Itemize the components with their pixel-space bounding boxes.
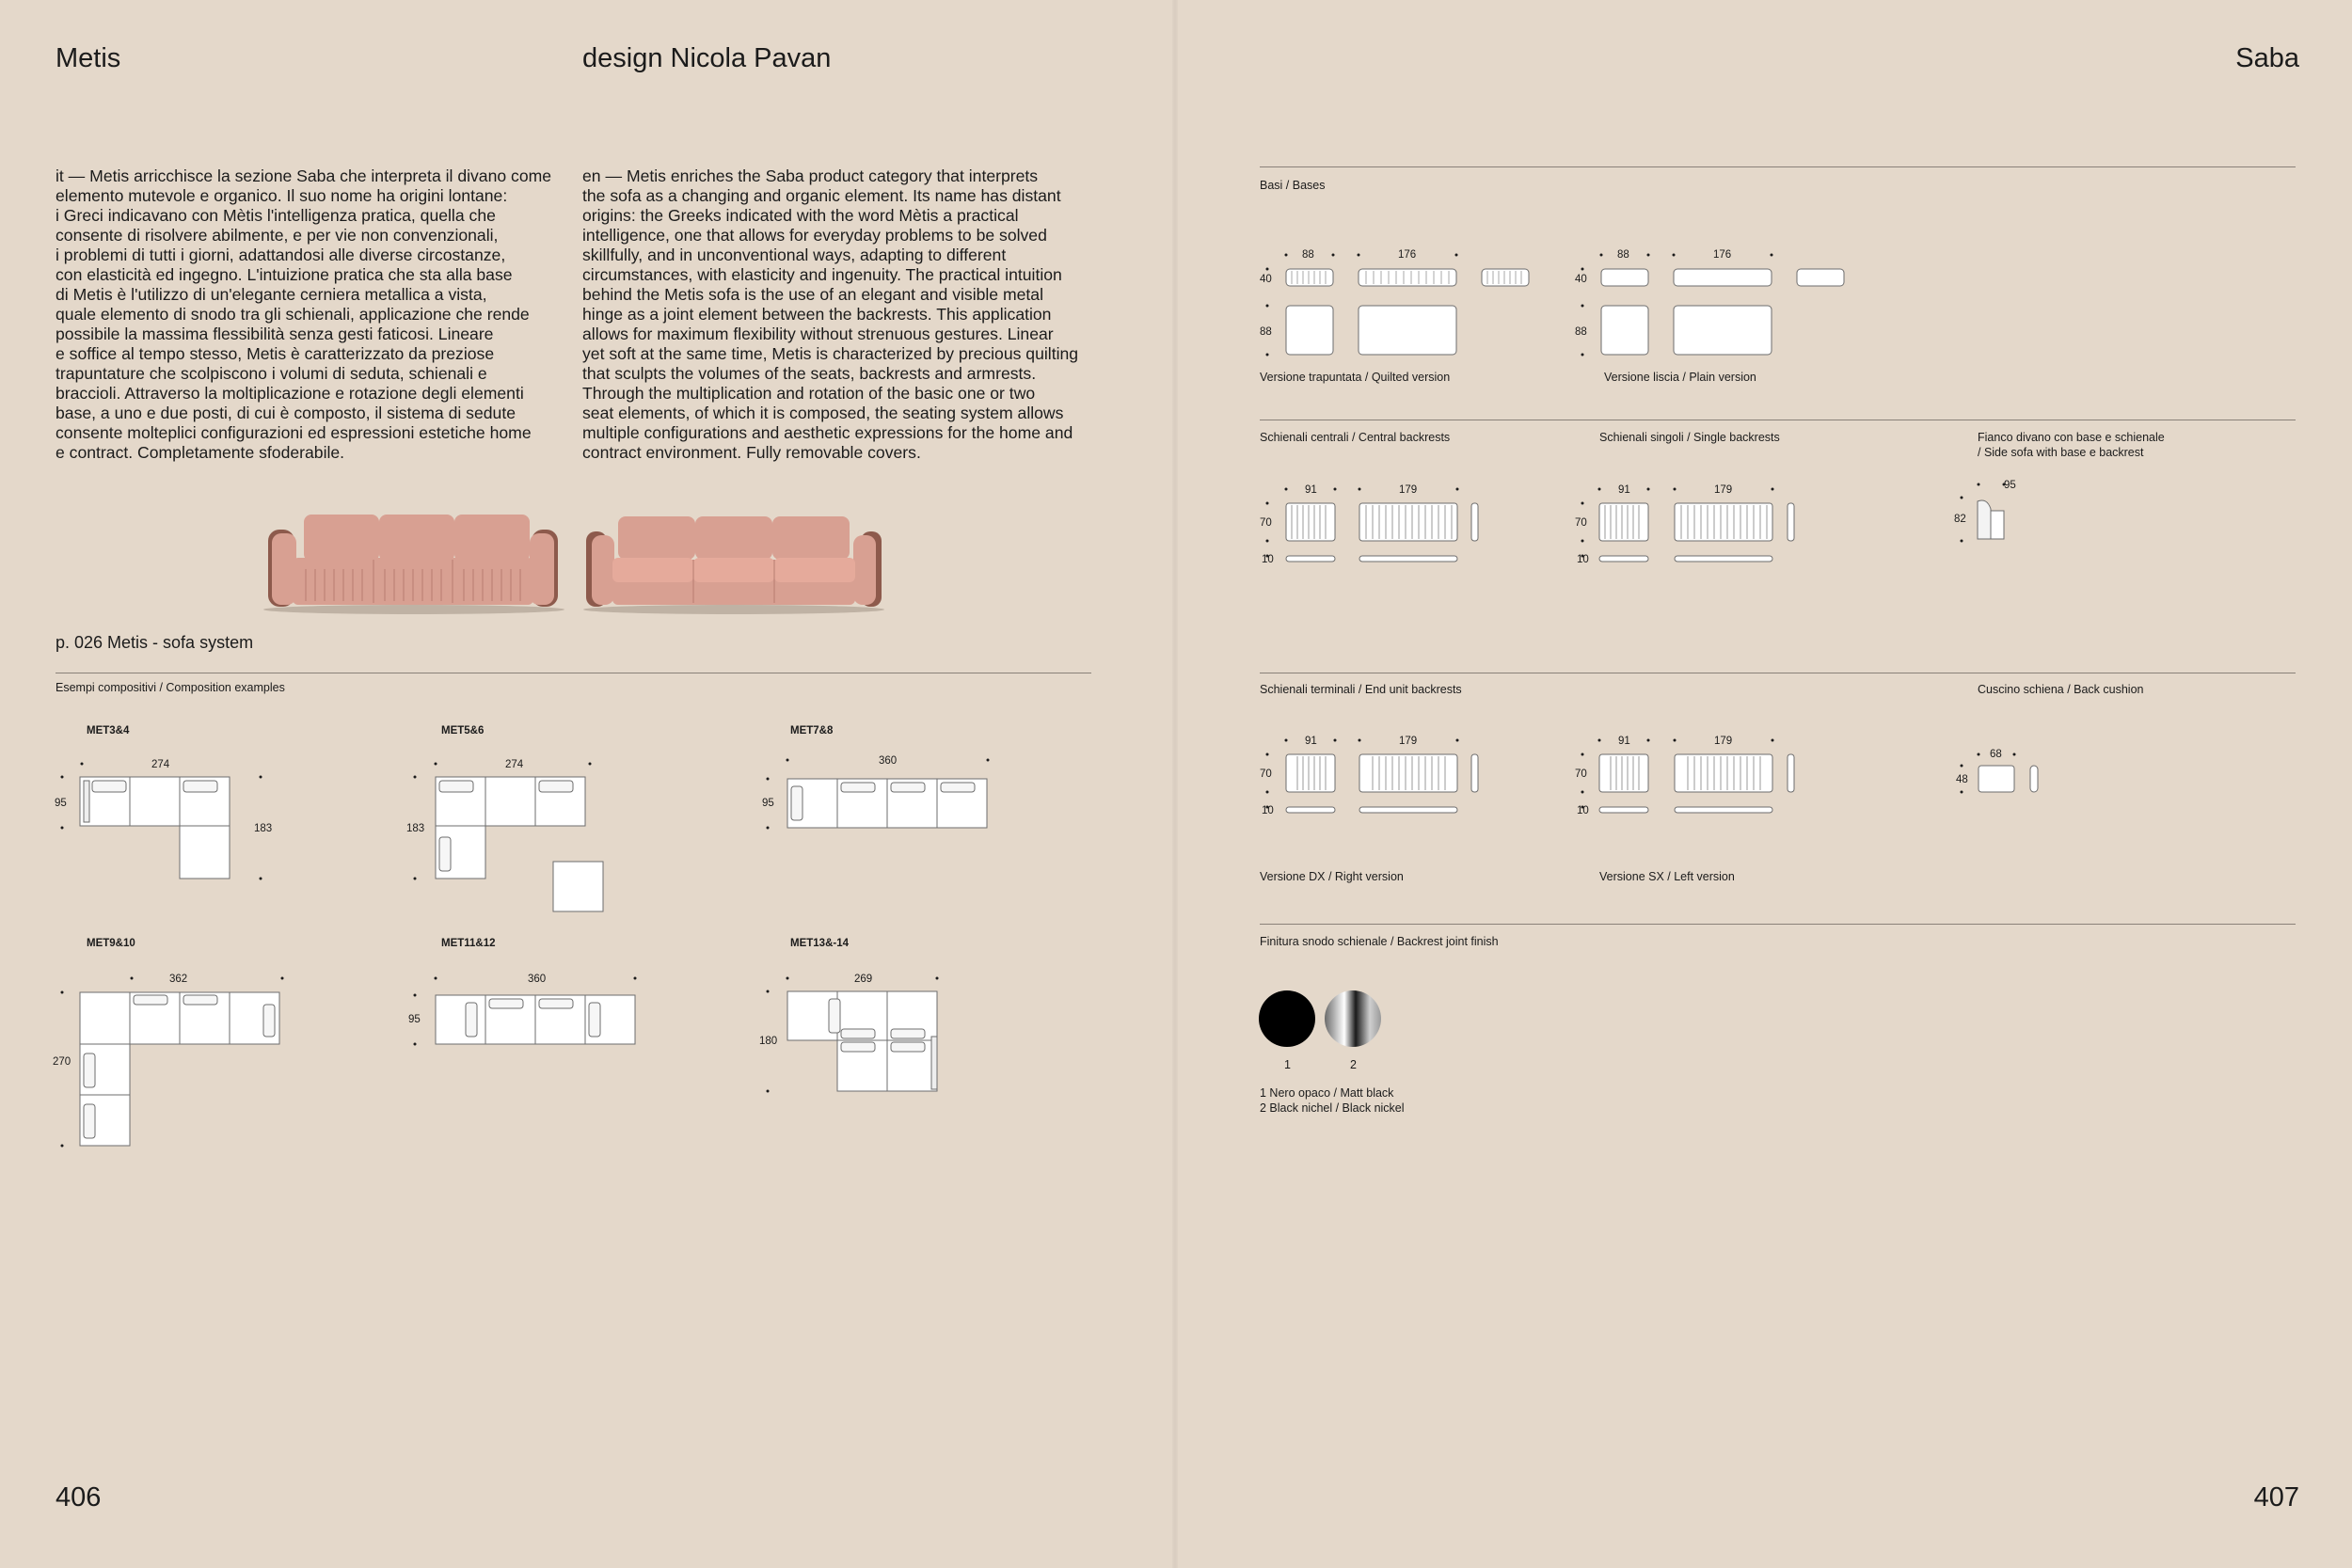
english-text-line: contract environment. Fully removable covers. — [582, 443, 921, 462]
bases-w2: 176 — [1398, 249, 1417, 261]
composition-side-4: 270 — [53, 1056, 72, 1068]
end-unit-w2-left: 179 — [1714, 736, 1733, 747]
composition-width-4: 362 — [169, 974, 188, 985]
central-w2: 179 — [1399, 484, 1418, 496]
finish-legend-2: 2 Black nichel / Black nickel — [1260, 1101, 1405, 1115]
bases-h-plain: 40 — [1575, 274, 1587, 285]
page-number-right: 407 — [2253, 1482, 2299, 1513]
italian-text-line: consente molteplici configurazioni ed espressioni estetiche home — [56, 423, 532, 442]
end-unit-t-left: 10 — [1577, 805, 1589, 816]
english-text-line: en — Metis enriches the Saba product category that interprets — [582, 166, 1039, 185]
english-text-line: Through the multiplication and rotation of the basic one or two — [582, 384, 1036, 403]
description-italian — [56, 166, 582, 463]
compositions-label: Esempi compositivi / Composition examples — [56, 681, 285, 694]
composition-code-2: MET5&6 — [441, 725, 485, 736]
divider — [1260, 924, 2296, 925]
english-text-line: intelligence, one that allows for everyday problems to be solved — [582, 226, 1047, 245]
composition-code-4: MET9&10 — [87, 938, 135, 949]
end-unit-w2: 179 — [1399, 736, 1418, 747]
composition-met5-6 — [436, 777, 603, 911]
page-gutter — [1172, 0, 1178, 1568]
product-title: Metis — [56, 43, 121, 73]
english-text-line: origins: the Greeks indicated with the word Mètis a practical — [582, 206, 1019, 225]
divider — [1260, 166, 2296, 167]
designer-credit: design Nicola Pavan — [582, 43, 832, 73]
english-text-line: yet soft at the same time, Metis is characterized by precious quilting — [582, 344, 1079, 363]
brand-title: Saba — [2235, 43, 2299, 73]
composition-width-1: 274 — [151, 759, 170, 770]
sofa-photo-front — [263, 515, 564, 614]
english-text-line: behind the Metis sofa is the use of an elegant and visible metal — [582, 285, 1043, 304]
composition-met13-14 — [787, 991, 937, 1091]
plain-label: Versione liscia / Plain version — [1604, 371, 1756, 384]
italian-text-line: base, a uno e due posti, di cui è composto, il sistema di sedute — [56, 404, 516, 422]
italian-text-line: e contract. Completamente sfoderabile. — [56, 443, 345, 462]
single-h: 70 — [1575, 517, 1587, 529]
bases-w1: 88 — [1302, 249, 1314, 261]
italian-text-line: quale elemento di snodo tra gli schienali, applicazione che rende — [56, 305, 530, 324]
single-w1: 91 — [1618, 484, 1630, 496]
back-cushion-label: Cuscino schiena / Back cushion — [1978, 683, 2144, 696]
central-w1: 91 — [1305, 484, 1317, 496]
cushion-w: 68 — [1990, 749, 2002, 760]
composition-depth-6: 180 — [759, 1036, 778, 1047]
page-number-left: 406 — [56, 1482, 102, 1513]
photo-caption: p. 026 Metis - sofa system — [56, 633, 254, 652]
composition-code-1: MET3&4 — [87, 725, 130, 736]
central-t: 10 — [1262, 554, 1274, 565]
bases-d-plain: 88 — [1575, 326, 1587, 338]
sofa-photo-angle — [583, 516, 884, 614]
english-text-line: the sofa as a changing and organic element. Its name has distant — [582, 186, 1061, 205]
italian-text-line: it — Metis arricchisce la sezione Saba che interpreta il divano come — [56, 166, 552, 185]
italian-text-line: con elasticità ed ingegno. L'intuizione pratica che sta alla base — [56, 265, 513, 284]
end-unit-label: Schienali terminali / End unit backrests — [1260, 683, 1462, 696]
bases-label: Basi / Bases — [1260, 179, 1326, 192]
composition-code-3: MET7&8 — [790, 725, 834, 736]
finish-swatches — [1259, 988, 1391, 1053]
english-text-line: multiple configurations and aesthetic expressions for the home and — [582, 423, 1073, 442]
italian-text-line: braccioli. Attraverso la moltiplicazione e rotazione degli elementi — [56, 384, 524, 403]
swatch-number-2: 2 — [1350, 1058, 1357, 1071]
italian-text-line: consente di risolvere abilmente, e per vie non convenzionali, — [56, 226, 499, 245]
composition-met11-12 — [436, 995, 635, 1044]
single-t: 10 — [1577, 554, 1589, 565]
composition-side-1: 183 — [254, 823, 273, 834]
description-english — [582, 166, 1109, 463]
single-backrests-label: Schienali singoli / Single backrests — [1599, 431, 1780, 444]
composition-met9-10 — [80, 992, 279, 1146]
composition-width-5: 360 — [528, 974, 547, 985]
side-sofa-h: 82 — [1954, 514, 1966, 525]
composition-side-2: 183 — [406, 823, 425, 834]
finish-legend-1: 1 Nero opaco / Matt black — [1260, 1086, 1394, 1100]
composition-depth-3: 95 — [762, 798, 774, 809]
bases-w2-plain: 176 — [1713, 249, 1732, 261]
italian-text-line: e soffice al tempo stesso, Metis è caratterizzato da preziose — [56, 344, 495, 363]
english-text-line: circumstances, with elasticity and ingenuity. The practical intuition — [582, 265, 1062, 284]
italian-text-line: di Metis è l'utilizzo di un'elegante cerniera metallica a vista, — [56, 285, 487, 304]
end-unit-t: 10 — [1262, 805, 1274, 816]
central-h: 70 — [1260, 517, 1272, 529]
end-unit-w1: 91 — [1305, 736, 1317, 747]
side-sofa-label-2: / Side sofa with base e backrest — [1978, 446, 2144, 459]
composition-width-2: 274 — [505, 759, 524, 770]
bases-h: 40 — [1260, 274, 1272, 285]
bases-w1-plain: 88 — [1617, 249, 1629, 261]
side-sofa-label-1: Fianco divano con base e schienale — [1978, 431, 2165, 444]
backrests-diagram — [1251, 475, 2305, 569]
english-text-line: skillfully, and in unconventional ways, adapting to different — [582, 245, 1007, 264]
left-version-label: Versione SX / Left version — [1599, 870, 1735, 883]
composition-depth-5: 95 — [408, 1014, 421, 1025]
swatch-matt-black — [1259, 990, 1315, 1047]
italian-text-line: trapuntature che scolpiscono i volumi di seduta, schienali e — [56, 364, 487, 383]
english-text-line: hinge as a joint element between the backrests. This application — [582, 305, 1052, 324]
end-unit-h: 70 — [1260, 768, 1272, 780]
composition-met3-4 — [80, 777, 230, 879]
italian-text-line: i problemi di tutti i giorni, adattandosi alle diverse circostanze, — [56, 245, 506, 264]
composition-width-3: 360 — [879, 755, 898, 767]
composition-code-5: MET11&12 — [441, 938, 496, 949]
cushion-h: 48 — [1956, 774, 1968, 785]
italian-text-line: elemento mutevole e organico. Il suo nome ha origini lontane: — [56, 186, 508, 205]
right-version-label: Versione DX / Right version — [1260, 870, 1404, 883]
swatch-number-1: 1 — [1284, 1058, 1291, 1071]
composition-code-6: MET13&-14 — [790, 938, 849, 949]
sofa-photos — [259, 503, 894, 616]
end-unit-h-left: 70 — [1575, 768, 1587, 780]
bases-d: 88 — [1260, 326, 1272, 338]
swatch-black-nickel — [1325, 990, 1381, 1047]
quilted-label: Versione trapuntata / Quilted version — [1260, 371, 1451, 384]
composition-depth-1: 95 — [55, 798, 67, 809]
finish-label: Finitura snodo schienale / Backrest joint finish — [1260, 935, 1499, 948]
side-sofa-w: 95 — [2004, 480, 2016, 491]
english-text-line: allows for maximum flexibility without strenuous gestures. Linear — [582, 325, 1054, 343]
end-unit-w1-left: 91 — [1618, 736, 1630, 747]
single-w2: 179 — [1714, 484, 1733, 496]
end-unit-diagram — [1251, 726, 2305, 820]
central-backrests-label: Schienali centrali / Central backrests — [1260, 431, 1451, 444]
english-text-line: seat elements, of which it is composed, the seating system allows — [582, 404, 1064, 422]
composition-met7-8 — [787, 779, 987, 828]
italian-text-line: possibile la massima flessibilità senza gesti faticosi. Lineare — [56, 325, 494, 343]
english-text-line: that sculpts the volumes of the seats, backrests and armrests. — [582, 364, 1037, 383]
composition-diagrams — [38, 705, 1073, 1157]
italian-text-line: i Greci indicavano con Mètis l'intelligenza pratica, quella che — [56, 206, 496, 225]
composition-width-6: 269 — [854, 974, 873, 985]
